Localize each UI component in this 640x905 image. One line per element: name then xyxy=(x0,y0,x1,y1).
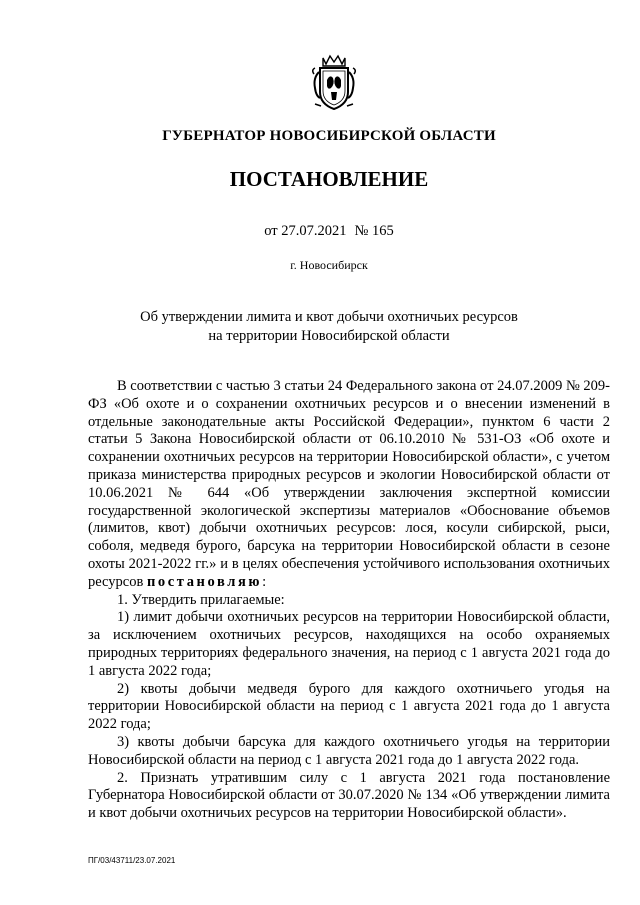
clause-2: 2. Признать утратившим силу с 1 августа 2021 года постановление Губернатора Новосибирской области от 30.07.2020 № 134 «Об утверждении лимита и квот добычи охотничьих ресурсов на территории Новосибирской области». xyxy=(88,769,610,822)
city-line: г. Новосибирск xyxy=(290,258,368,272)
document-number: № 165 xyxy=(354,223,394,239)
coat-of-arms-icon xyxy=(309,54,359,112)
document-title xyxy=(18,308,640,346)
title-line-1: Об утверждении лимита и квот добычи охотничьих ресурсов xyxy=(140,309,518,325)
document-reference-footer: ПГ/03/43711/23.07.2021 xyxy=(88,856,176,865)
document-date: от 27.07.2021 xyxy=(264,223,347,239)
date-number-line xyxy=(18,223,640,240)
authority-heading: ГУБЕРНАТОР НОВОСИБИРСКОЙ ОБЛАСТИ xyxy=(162,128,496,144)
document-type-heading: ПОСТАНОВЛЕНИЕ xyxy=(229,167,429,191)
preamble-paragraph xyxy=(88,378,610,592)
clause-1-item-2: 2) квоты добычи медведя бурого для каждого охотничьего угодья на территории Новосибирской области на период с 1 августа 2021 года до 1 августа 2022 года; xyxy=(88,680,610,733)
clause-1: 1. Утвердить прилагаемые: xyxy=(117,591,285,608)
clause-1-item-1: 1) лимит добычи охотничьих ресурсов на территории Новосибирской области, за исключением охотничьих ресурсов, находящихся на особо охраняемых природных территориях федерального значения, на период с 1 августа 2021 года до 1 августа 2022 года; xyxy=(88,609,610,679)
preamble-colon: : xyxy=(262,573,267,590)
title-line-2: на территории Новосибирской области xyxy=(208,328,450,344)
decree-keyword: постановляю xyxy=(146,573,263,590)
document-body xyxy=(88,378,610,823)
clause-1-item-3: 3) квоты добычи барсука для каждого охотничьего угодья на территории Новосибирской области на период с 1 августа 2021 года до 1 августа 2022 года. xyxy=(88,733,610,768)
preamble-text: В соответствии с частью 3 статьи 24 Федерального закона от 24.07.2009 № 209-ФЗ «Об охоте и о сохранении охотничьих ресурсов и о внесении изменений в отдельные законодательные акты Российской Федерации», пунктом 6 части 2 статьи 5 Закона Новосибирской области от 06.10.2010 № 531-ОЗ «Об охоте и сохранении охотничьих ресурсов на территории Новосибирской области», с учетом приказа министерства природных ресурсов и экологии Новосибирской области от 10.06.2021 № 644 «Об утверждении заключения экспертной комиссии государственной экологической экспертизы материалов «Обоснование объемов (лимитов, квот) добычи охотничьих ресурсов: лося, косули сибирской, рыси, соболя, медведя бурого, барсука на территории Новосибирской области в сезоне охоты 2021-2022 гг.» и в целях обеспечения устойчивого использования охотничьих ресурсов xyxy=(88,378,610,590)
